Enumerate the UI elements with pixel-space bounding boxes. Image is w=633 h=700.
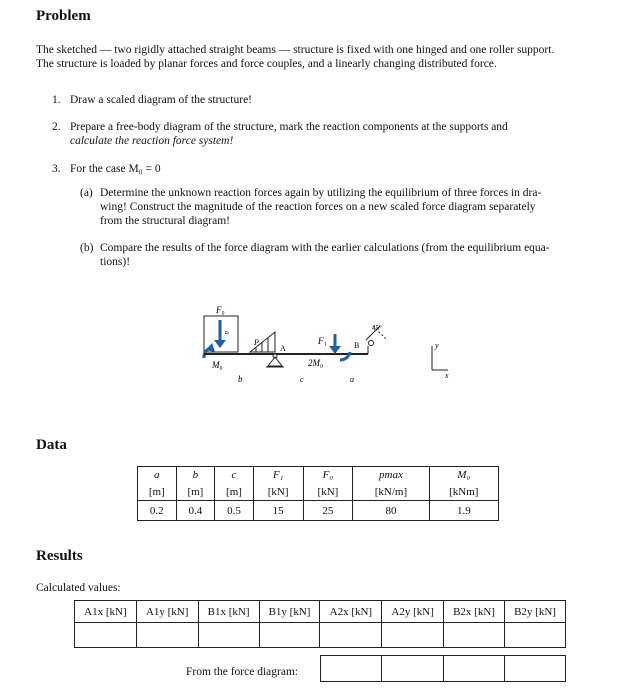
- f1-label: F₁: [318, 336, 327, 346]
- results-value-row: [75, 623, 566, 648]
- x-axis-label: x: [445, 371, 449, 380]
- structure-diagram: [190, 300, 480, 395]
- support-a-hinge: [266, 354, 284, 367]
- sub-b-line-2: tions)!: [100, 256, 131, 268]
- data-values-row: [138, 501, 499, 521]
- value-f1: 15: [253, 501, 303, 521]
- item-3-text: For the case M₀ = 0: [70, 163, 161, 175]
- dim-b-label: b: [238, 374, 243, 384]
- results-table: [74, 600, 566, 648]
- force-cell-a2y[interactable]: [382, 656, 443, 682]
- sub-a-line-3: from the structural diagram!: [100, 215, 230, 227]
- value-pmax: 80: [353, 501, 429, 521]
- col-b1x: B1x [kN]: [198, 601, 259, 623]
- item-2-text: [70, 120, 620, 148]
- sub-b-line-1: Compare the results of the force diagram with the earlier calculations (from the equilibrium equa-: [100, 242, 550, 254]
- force-diagram-table: [320, 655, 566, 682]
- problem-heading: Problem: [36, 8, 91, 24]
- cell-b2x[interactable]: [444, 623, 505, 648]
- sub-a-line-2: wing! Construct the magnitude of the reaction forces on a new scaled force diagram separately: [100, 201, 536, 213]
- angle-label: 45°: [372, 324, 382, 332]
- dim-a-label: a: [350, 375, 354, 384]
- header-pmax: pmax: [353, 467, 429, 484]
- unit-pmax: [kN/m]: [353, 484, 429, 501]
- intro-line-1: The sketched — two rigidly attached straight beams — structure is fixed with one hinged and one roller support.: [36, 44, 555, 56]
- item-2-line-1: Prepare a free-body diagram of the structure, mark the reaction components at the supports and: [70, 121, 508, 133]
- two-m0-label: 2M₀: [308, 358, 324, 368]
- header-c: c: [215, 467, 254, 484]
- y-axis-label: y: [435, 341, 439, 350]
- value-f0: 25: [303, 501, 353, 521]
- sub-a-label: (a): [80, 187, 93, 199]
- cell-b2y[interactable]: [505, 623, 566, 648]
- calculated-values-label: Calculated values:: [36, 582, 121, 594]
- value-c: 0.5: [215, 501, 254, 521]
- a-label: A: [280, 344, 286, 353]
- results-header-row: [75, 601, 566, 623]
- force-cell-b2y[interactable]: [504, 656, 565, 682]
- data-heading: Data: [36, 437, 67, 453]
- problem-intro: [36, 43, 626, 71]
- sub-a-line-1: Determine the unknown reaction forces again by utilizing the equilibrium of three forces in dra-: [100, 187, 542, 199]
- header-m0: M₀: [429, 467, 498, 484]
- unit-a: [m]: [138, 484, 177, 501]
- cell-a2y[interactable]: [382, 623, 444, 648]
- item-3-number: 3.: [52, 163, 61, 175]
- sub-b-label: (b): [80, 242, 94, 254]
- force-cell-b2x[interactable]: [443, 656, 504, 682]
- frame-a-label: a: [223, 331, 231, 335]
- sub-b-text: [100, 241, 630, 269]
- col-a1y: A1y [kN]: [136, 601, 198, 623]
- intro-line-2: The structure is loaded by planar forces and force couples, and a linearly changing distributed force.: [36, 58, 497, 70]
- p-label: P: [254, 338, 259, 347]
- col-a2y: A2y [kN]: [382, 601, 444, 623]
- cell-b1x[interactable]: [198, 623, 259, 648]
- header-f1: F₁: [253, 467, 303, 484]
- item-1-text: Draw a scaled diagram of the structure!: [70, 94, 253, 106]
- value-m0: 1.9: [429, 501, 498, 521]
- cell-b1y[interactable]: [259, 623, 320, 648]
- value-a: 0.2: [138, 501, 177, 521]
- header-b: b: [176, 467, 215, 484]
- header-a: a: [138, 467, 177, 484]
- item-2-line-2: calculate the reaction force system!: [70, 135, 234, 147]
- col-b2y: B2y [kN]: [505, 601, 566, 623]
- force-cell-a2x[interactable]: [321, 656, 382, 682]
- col-b1y: B1y [kN]: [259, 601, 320, 623]
- data-table: [137, 466, 499, 521]
- dim-c-label: c: [300, 375, 304, 384]
- m0-label: M₀: [212, 360, 223, 370]
- b-label: B: [354, 341, 360, 350]
- unit-f0: [kN]: [303, 484, 353, 501]
- results-heading: Results: [36, 548, 83, 564]
- header-f0: F₀: [303, 467, 353, 484]
- cell-a1y[interactable]: [136, 623, 198, 648]
- data-header-row: [138, 467, 499, 484]
- col-b2x: B2x [kN]: [444, 601, 505, 623]
- item-1-number: 1.: [52, 94, 61, 106]
- f1-arrow: [329, 334, 341, 354]
- force-diagram-row: [321, 656, 566, 682]
- unit-m0: [kNm]: [429, 484, 498, 501]
- unit-b: [m]: [176, 484, 215, 501]
- unit-c: [m]: [215, 484, 254, 501]
- force-diagram-label: From the force diagram:: [186, 666, 299, 678]
- value-b: 0.4: [176, 501, 215, 521]
- f0-label: F₀: [216, 305, 225, 315]
- col-a1x: A1x [kN]: [75, 601, 137, 623]
- cell-a1x[interactable]: [75, 623, 137, 648]
- cell-a2x[interactable]: [320, 623, 382, 648]
- sub-a-text: [100, 186, 630, 228]
- unit-f1: [kN]: [253, 484, 303, 501]
- item-2-number: 2.: [52, 121, 61, 133]
- col-a2x: A2x [kN]: [320, 601, 382, 623]
- data-units-row: [138, 484, 499, 501]
